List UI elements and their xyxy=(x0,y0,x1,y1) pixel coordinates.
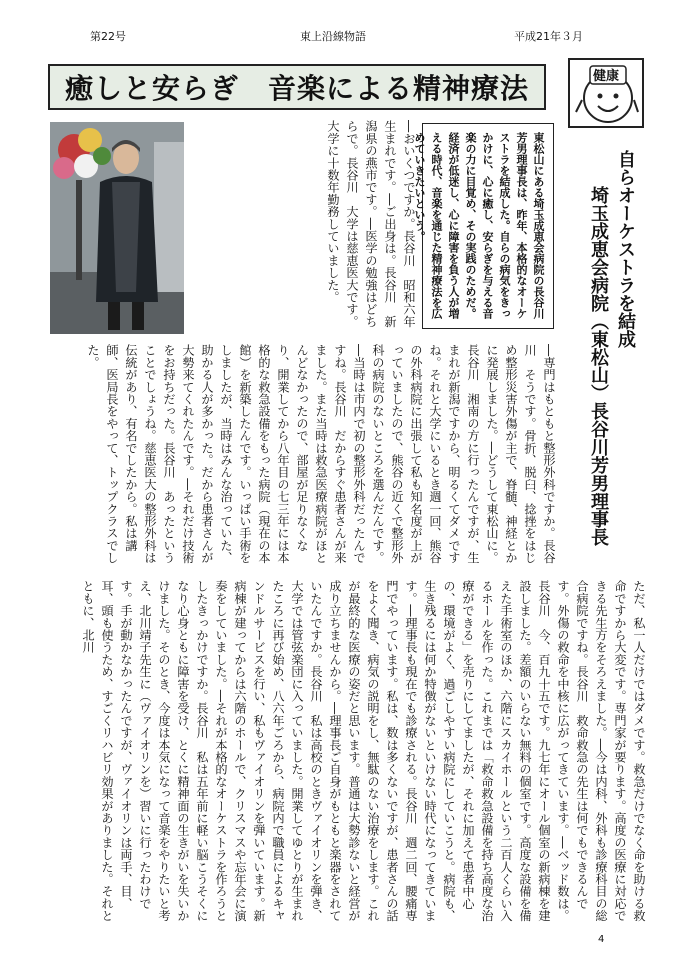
headline-banner xyxy=(48,64,546,110)
title-line-1: 自らオーケストラを結成 xyxy=(615,150,636,348)
article-column-2: ―専門はもともと整形外科ですか。長谷川 そうです。骨折、脱臼、捻挫をはじめ整形災害外傷が主で、脊髄、神経とかに発展しました。―どうして東松山に。長谷川 湘南の方に行ったんですが、生まれが新潟ですから、明るくてダメですね。それと大学にいるとき週一回、熊谷の外科病院に出張して私も知名度が上がっていましたので、熊谷の近くで整形外科の病院のないところを選んだんです。―当時は市内で初の整形外科だったんですね。長谷川 だからすぐ患者さんが来ました。また当時は救急医療病院がほとんどなかったので、部屋が足りなくなり、開業してから八年目の七三年には本格的な救急設備をもった病院（現在の本館）を新築したんです。いっぱい手術をしましたが、当時はみんな治っていた、助かる人が多かった。だから患者さんが大勢来てくれたんです。―それだけ技術をお持ちだった。長谷川 あったということでしょうね。慈恵医大の整形外科は伝統があり、有名でしたから。私は講師、医局長をやって、トップクラスでした。 xyxy=(86,344,556,564)
chairman-photo xyxy=(50,122,184,334)
headline-text: 癒しと安らぎ 音楽による精神療法 xyxy=(64,72,529,105)
logo-label: 健康 xyxy=(593,69,620,84)
health-logo xyxy=(568,58,644,128)
intro-text: 東松山にある埼玉成恵会病院の長谷川芳男理事長は、昨年、本格的なオーケストラを結成した。自らの病気をきっかけに、心に癒し、安らぎを与える音楽の力に目覚め、その実践のためだ。経済が低迷し、心に障害を負う人が増える時代、音楽を通じた精神療法を広めていきたいという。 xyxy=(413,132,545,319)
article-column-3: ただ、私一人だけではダメです。救急だけでなく命を助ける救命ですから大変です。専門家が要ります。高度の医療に対応できる先生方をそろえました。―今は内科、外科も診療科目の総合病院ですね。長谷川 救命救急の先生は何でもできるんです。外傷の救命を中核に広がってきています。―ベッド数は。長谷川 今、百九十五です。九七年にオール個室の新病棟を建設しました。差額のいらない無料の個室です。高度な設備を備えた手術室のほか、六階にスカイホールという二百人くらい入るホールを作った。これまでは「救命救急設備を持ち高度な治療ができる」を売りにしてましたが、それに加えて患者中心の、環境がよく、過ごしやすい病院にしていこうと。病院も、生き残るには何か特徴がないといけない時代になってきています。―理事長も現在でも診療される。長谷川 週二回、腰痛専門でやっています。私は、数は多くないですが、患者さんの話をよく聞き、病気の説明をし、無駄のない治療をします。これが最終的な医療の姿だと思います。普通は大勢診ないと経営が成り立ちませんから。―理事長ご自身がもともと楽器をされていたんですか。長谷川 私は高校のときヴァイオリンを弾き、大学では管弦楽団に入っていました。開業してゆとりが生まれたころに再び始め、八六年ごろから、病院内で職員によるキャンドルサービスを行い、私もヴァイオリンを弾いています。新病棟が建ってからは六階のホールで、クリスマスや忘年会に演奏をしていました。―それが本格的なオーケストラを作ろうとしたきっかけですか。長谷川 私は五年前に軽い脳こうそくになり心身ともに障害を受け、とくに精神面の生きがいを失いかけました。そのとき、今度は本気になって音楽をやりたいと考え、北川靖子先生に（ヴァイオリンを）習いに行ったわけです。手が動かなかったんですが、ヴァイオリンは両手、目、耳、頭も使うため、すごくリハビリ効果がありました。それとともに、北川 xyxy=(81,580,646,922)
article-column-1: ―おいくつですか。長谷川 昭和六年生まれです。―ご出身は。長谷川 新潟県の燕市です。―医学の勉強はどちらで。長谷川 大学は慈恵医大です。大学に十数年勤務していました。 xyxy=(326,120,416,328)
issue-date: 平成21年３月 xyxy=(514,30,583,43)
intro-box xyxy=(413,123,554,329)
issue-number: 第22号 xyxy=(90,30,126,43)
person-with-flowers-photo xyxy=(50,122,184,334)
title-line-2: 埼玉成恵会病院（東松山）長谷川芳男理事長 xyxy=(588,186,609,546)
page-number: 4 xyxy=(598,934,605,945)
series-title: 東上沿線物語 xyxy=(300,30,366,43)
